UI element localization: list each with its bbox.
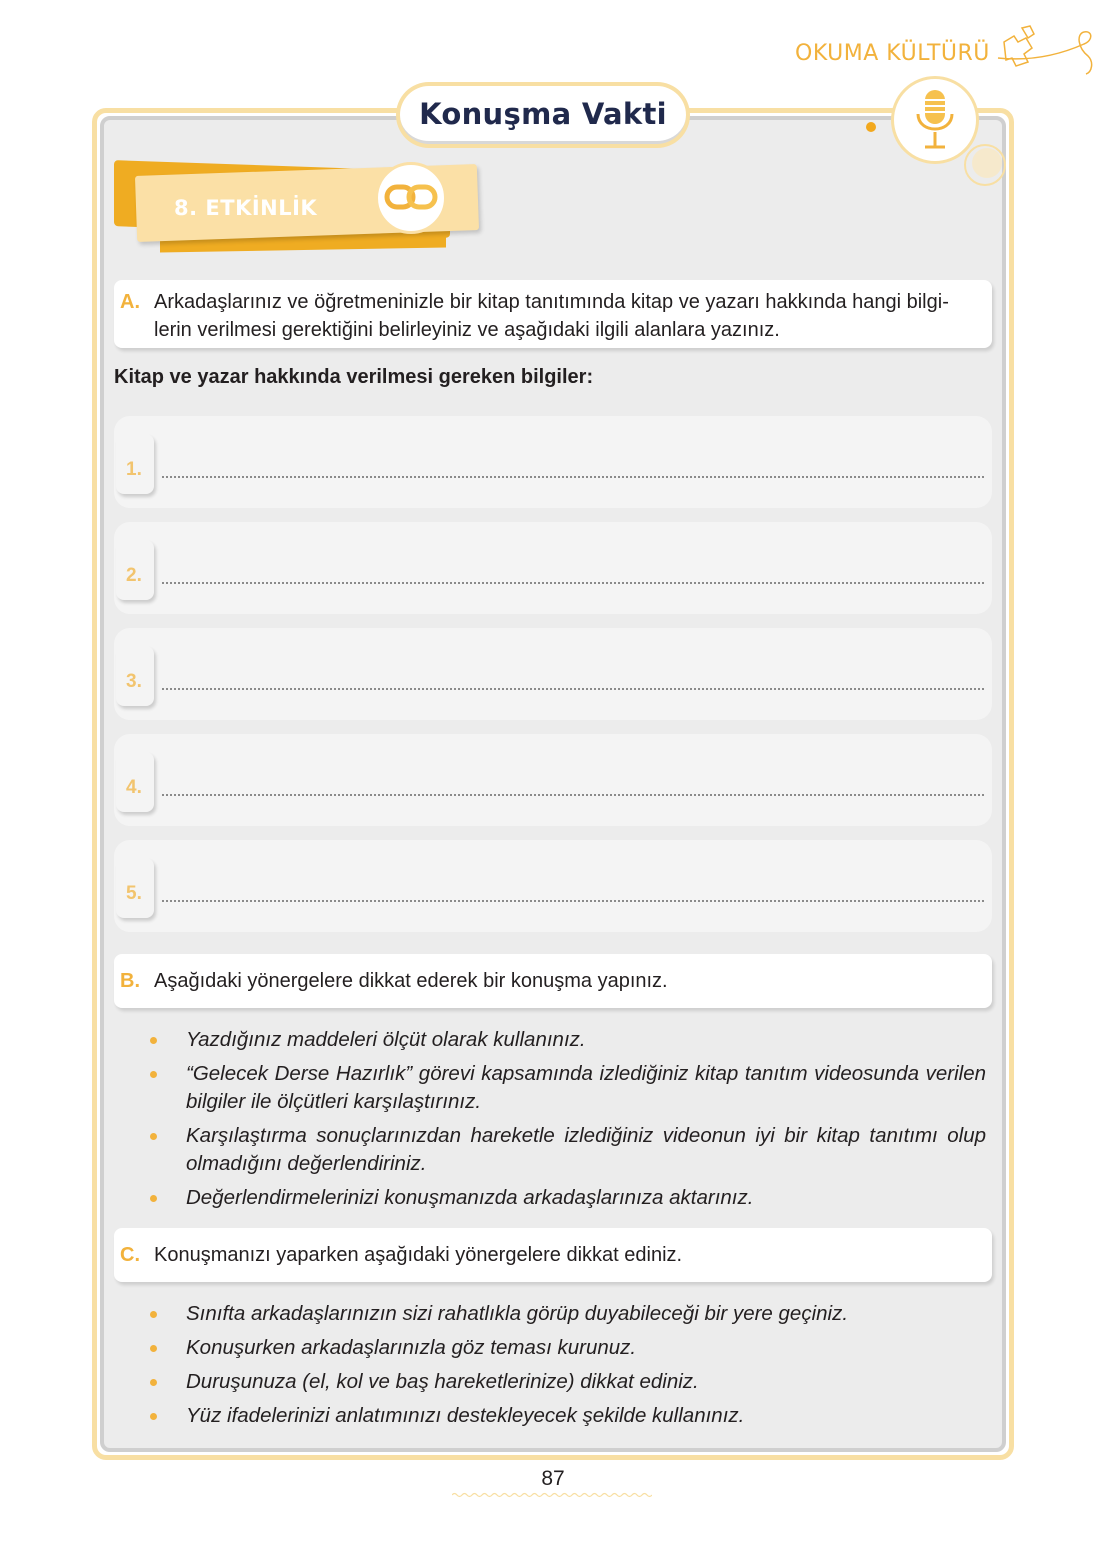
answer-line[interactable]: [162, 900, 984, 902]
page-title: Konuşma Vakti: [419, 96, 667, 131]
list-item: “Gelecek Derse Hazırlık” görevi kapsamında izlediğiniz kitap tanıtım videosunda verilen bilgiler ile ölçütleri karşılaştırınız.: [150, 1060, 986, 1116]
instruction-c: [114, 1228, 992, 1282]
row-number: 5.: [126, 883, 142, 904]
instruction-a-line2: lerin verilmesi gerektiğini belirleyiniz ve aşağıdaki ilgili alanlara yazınız.: [154, 319, 780, 341]
bullet-dot: [150, 1311, 157, 1318]
microphone-badge: [891, 76, 979, 164]
row-number: 3.: [126, 671, 142, 692]
bullet-dot: [150, 1071, 157, 1078]
bullet-dot: [150, 1133, 157, 1140]
answer-line[interactable]: [162, 794, 984, 796]
answer-line[interactable]: [162, 476, 984, 478]
list-item: Yüz ifadelerinizi anlatımınızı destekleyecek şekilde kullanınız.: [150, 1402, 986, 1430]
row-number: 1.: [126, 459, 142, 480]
chain-link-icon: [384, 181, 438, 215]
answer-row-4[interactable]: [114, 734, 992, 826]
list-item: Değerlendirmelerinizi konuşmanızda arkadaşlarınıza aktarınız.: [150, 1184, 986, 1212]
answer-line[interactable]: [162, 582, 984, 584]
instruction-letter-a: A.: [120, 291, 140, 313]
bullet-dot: [150, 1037, 157, 1044]
answer-row-3[interactable]: [114, 628, 992, 720]
puzzle-swirl-ornament-icon: [996, 22, 1096, 82]
list-item: Yazdığınız maddeleri ölçüt olarak kullanınız.: [150, 1026, 986, 1054]
answer-row-1[interactable]: [114, 416, 992, 508]
activity-label: 8. ETKİNLİK: [174, 196, 318, 220]
instruction-b: [114, 954, 992, 1008]
instruction-b-text: Aşağıdaki yönergelere dikkat ederek bir konuşma yapınız.: [154, 970, 668, 992]
list-item: Karşılaştırma sonuçlarınızdan hareketle izlediğiniz videonun iyi bir kitap tanıtımı olup olmadığını değerlendiriniz.: [150, 1122, 986, 1178]
decorative-ring: [964, 144, 1006, 186]
list-item: Duruşunuza (el, kol ve baş hareketlerinize) dikkat ediniz.: [150, 1368, 986, 1396]
decorative-dot: [866, 122, 876, 132]
row-number: 2.: [126, 565, 142, 586]
page-number: 87: [541, 1467, 565, 1490]
instruction-a: [114, 280, 992, 348]
list-item: Konuşurken arkadaşlarınızla göz teması kurunuz.: [150, 1334, 986, 1362]
instruction-letter-c: C.: [120, 1244, 140, 1266]
instruction-c-text: Konuşmanızı yaparken aşağıdaki yönergelere dikkat ediniz.: [154, 1244, 683, 1266]
answer-line[interactable]: [162, 688, 984, 690]
instruction-letter-b: B.: [120, 970, 140, 992]
footer-wave-decoration: [452, 1492, 652, 1498]
answer-row-5[interactable]: [114, 840, 992, 932]
instruction-a-line1: Arkadaşlarınız ve öğretmeninizle bir kitap tanıtımında kitap ve yazarı hakkında hangi bilgi-: [154, 291, 949, 313]
microphone-icon: [913, 88, 957, 152]
subheading: Kitap ve yazar hakkında verilmesi gereken bilgiler:: [114, 366, 594, 388]
bullet-dot: [150, 1413, 157, 1420]
bullet-list-b: [150, 1026, 986, 1218]
activity-badge: [375, 162, 447, 234]
answer-row-2[interactable]: [114, 522, 992, 614]
bullet-dot: [150, 1345, 157, 1352]
bullet-list-c: [150, 1300, 986, 1436]
row-number: 4.: [126, 777, 142, 798]
bullet-dot: [150, 1379, 157, 1386]
section-label: OKUMA KÜLTÜRÜ: [795, 41, 990, 66]
bullet-dot: [150, 1195, 157, 1202]
title-tab: [396, 82, 690, 148]
list-item: Sınıfta arkadaşlarınızın sizi rahatlıkla görüp duyabileceği bir yere geçiniz.: [150, 1300, 986, 1328]
